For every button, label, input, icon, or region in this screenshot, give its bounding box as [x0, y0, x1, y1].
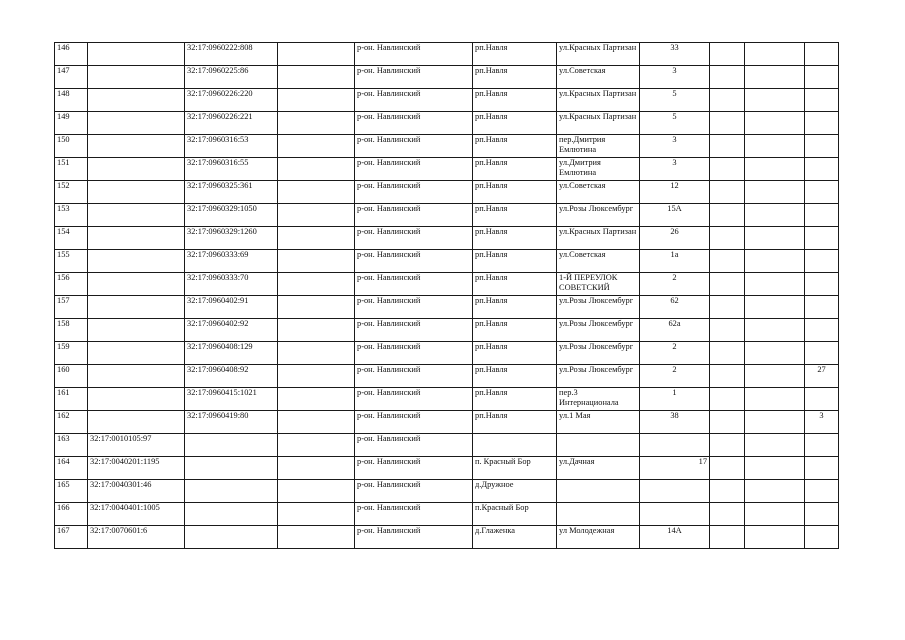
street-cell: ул.Красных Партизан	[557, 227, 640, 250]
extra-cell-3	[805, 181, 839, 204]
empty-cell	[278, 434, 355, 457]
locality-cell: рп.Навля	[473, 158, 557, 181]
extra-cell-2	[745, 158, 805, 181]
cadastral-number-cell	[88, 89, 185, 112]
cadastral-number-cell	[88, 273, 185, 296]
district-cell: р-он. Навлинский	[355, 66, 473, 89]
district-cell: р-он. Навлинский	[355, 319, 473, 342]
table-row	[55, 273, 839, 296]
empty-cell	[278, 66, 355, 89]
district-cell: р-он. Навлинский	[355, 273, 473, 296]
district-cell: р-он. Навлинский	[355, 181, 473, 204]
extra-cell-3	[805, 273, 839, 296]
cadastral-number-alt-cell	[185, 457, 278, 480]
extra-cell-1	[710, 503, 745, 526]
street-cell: ул.Дмитрия Емлютина	[557, 158, 640, 181]
empty-cell	[278, 503, 355, 526]
table-row	[55, 135, 839, 158]
district-cell: р-он. Навлинский	[355, 43, 473, 66]
district-cell: р-он. Навлинский	[355, 342, 473, 365]
house-number-cell: 3	[640, 158, 710, 181]
locality-cell: п. Красный Бор	[473, 457, 557, 480]
locality-cell: д.Глаженка	[473, 526, 557, 549]
extra-cell-3	[805, 503, 839, 526]
extra-cell-1	[710, 43, 745, 66]
row-number-cell: 146	[55, 43, 88, 66]
street-cell: ул.Розы Люксембург	[557, 365, 640, 388]
extra-cell-1	[710, 411, 745, 434]
extra-cell-2	[745, 388, 805, 411]
extra-cell-1	[710, 112, 745, 135]
house-number-cell: 1а	[640, 250, 710, 273]
extra-cell-1	[710, 250, 745, 273]
extra-cell-3	[805, 66, 839, 89]
empty-cell	[278, 480, 355, 503]
district-cell: р-он. Навлинский	[355, 204, 473, 227]
cadastral-number-alt-cell: 32:17:0960333:69	[185, 250, 278, 273]
extra-cell-2	[745, 411, 805, 434]
extra-cell-2	[745, 526, 805, 549]
house-number-cell: 2	[640, 342, 710, 365]
cadastral-number-cell	[88, 296, 185, 319]
extra-cell-3	[805, 89, 839, 112]
extra-cell-3	[805, 250, 839, 273]
row-number-cell: 163	[55, 434, 88, 457]
district-cell: р-он. Навлинский	[355, 296, 473, 319]
row-number-cell: 151	[55, 158, 88, 181]
house-number-cell: 3	[640, 66, 710, 89]
extra-cell-3	[805, 388, 839, 411]
cadastral-number-cell	[88, 388, 185, 411]
register-table	[54, 42, 839, 549]
cadastral-number-cell	[88, 158, 185, 181]
extra-cell-1	[710, 296, 745, 319]
empty-cell	[278, 457, 355, 480]
table-row	[55, 158, 839, 181]
extra-cell-1	[710, 480, 745, 503]
row-number-cell: 150	[55, 135, 88, 158]
district-cell: р-он. Навлинский	[355, 89, 473, 112]
row-number-cell: 148	[55, 89, 88, 112]
extra-cell-1	[710, 158, 745, 181]
house-number-cell: 2	[640, 273, 710, 296]
cadastral-number-alt-cell: 32:17:0960329:1050	[185, 204, 278, 227]
table-row	[55, 89, 839, 112]
row-number-cell: 167	[55, 526, 88, 549]
cadastral-number-cell	[88, 227, 185, 250]
cadastral-number-cell	[88, 181, 185, 204]
table-row	[55, 411, 839, 434]
extra-cell-1	[710, 204, 745, 227]
cadastral-number-alt-cell: 32:17:0960408:92	[185, 365, 278, 388]
extra-cell-3	[805, 342, 839, 365]
district-cell: р-он. Навлинский	[355, 434, 473, 457]
cadastral-number-cell	[88, 204, 185, 227]
street-cell	[557, 434, 640, 457]
table-row	[55, 480, 839, 503]
extra-cell-1	[710, 273, 745, 296]
street-cell	[557, 480, 640, 503]
extra-cell-1	[710, 388, 745, 411]
district-cell: р-он. Навлинский	[355, 158, 473, 181]
extra-cell-2	[745, 296, 805, 319]
cadastral-number-alt-cell: 32:17:0960225:86	[185, 66, 278, 89]
cadastral-number-cell: 32:17:0010105:97	[88, 434, 185, 457]
locality-cell: рп.Навля	[473, 273, 557, 296]
extra-cell-2	[745, 319, 805, 342]
table-row	[55, 227, 839, 250]
extra-cell-1	[710, 526, 745, 549]
house-number-cell: 1	[640, 388, 710, 411]
row-number-cell: 156	[55, 273, 88, 296]
cadastral-number-cell	[88, 319, 185, 342]
extra-cell-1	[710, 66, 745, 89]
row-number-cell: 157	[55, 296, 88, 319]
cadastral-number-cell: 32:17:0040301:46	[88, 480, 185, 503]
street-cell: ул Молодежная	[557, 526, 640, 549]
row-number-cell: 152	[55, 181, 88, 204]
cadastral-number-alt-cell	[185, 434, 278, 457]
extra-cell-1	[710, 434, 745, 457]
table-row	[55, 296, 839, 319]
empty-cell	[278, 135, 355, 158]
empty-cell	[278, 342, 355, 365]
extra-cell-1	[710, 89, 745, 112]
locality-cell: рп.Навля	[473, 227, 557, 250]
cadastral-number-cell: 32:17:0040201:1195	[88, 457, 185, 480]
empty-cell	[278, 43, 355, 66]
street-cell	[557, 503, 640, 526]
row-number-cell: 166	[55, 503, 88, 526]
house-number-cell: 3	[640, 135, 710, 158]
extra-cell-3	[805, 227, 839, 250]
cadastral-number-alt-cell: 32:17:0960402:92	[185, 319, 278, 342]
district-cell: р-он. Навлинский	[355, 480, 473, 503]
street-cell: ул.Красных Партизан	[557, 89, 640, 112]
extra-cell-3	[805, 135, 839, 158]
table-row	[55, 66, 839, 89]
extra-cell-2	[745, 365, 805, 388]
row-number-cell: 164	[55, 457, 88, 480]
row-number-cell: 147	[55, 66, 88, 89]
street-cell: 1-Й ПЕРЕУЛОК СОВЕТСКИЙ	[557, 273, 640, 296]
locality-cell: рп.Навля	[473, 388, 557, 411]
extra-cell-1	[710, 227, 745, 250]
row-number-cell: 153	[55, 204, 88, 227]
cadastral-number-alt-cell: 32:17:0960415:1021	[185, 388, 278, 411]
cadastral-number-alt-cell: 32:17:0960316:53	[185, 135, 278, 158]
locality-cell: рп.Навля	[473, 112, 557, 135]
empty-cell	[278, 365, 355, 388]
house-number-cell: 17	[640, 457, 710, 480]
table-row	[55, 365, 839, 388]
table-row	[55, 526, 839, 549]
street-cell: ул.Красных Партизан	[557, 112, 640, 135]
table-row	[55, 181, 839, 204]
cadastral-number-alt-cell: 32:17:0960325:361	[185, 181, 278, 204]
street-cell: пер.3 Интернационала	[557, 388, 640, 411]
district-cell: р-он. Навлинский	[355, 526, 473, 549]
empty-cell	[278, 204, 355, 227]
district-cell: р-он. Навлинский	[355, 411, 473, 434]
cadastral-number-alt-cell: 32:17:0960226:221	[185, 112, 278, 135]
table-row	[55, 457, 839, 480]
table-row	[55, 503, 839, 526]
table-row	[55, 43, 839, 66]
extra-cell-2	[745, 112, 805, 135]
district-cell: р-он. Навлинский	[355, 112, 473, 135]
cadastral-number-alt-cell	[185, 503, 278, 526]
cadastral-number-cell	[88, 365, 185, 388]
empty-cell	[278, 411, 355, 434]
district-cell: р-он. Навлинский	[355, 250, 473, 273]
empty-cell	[278, 388, 355, 411]
locality-cell: д.Дружное	[473, 480, 557, 503]
extra-cell-2	[745, 181, 805, 204]
extra-cell-3	[805, 526, 839, 549]
locality-cell	[473, 434, 557, 457]
extra-cell-3	[805, 457, 839, 480]
cadastral-number-cell	[88, 342, 185, 365]
row-number-cell: 160	[55, 365, 88, 388]
empty-cell	[278, 273, 355, 296]
district-cell: р-он. Навлинский	[355, 388, 473, 411]
empty-cell	[278, 526, 355, 549]
empty-cell	[278, 227, 355, 250]
cadastral-number-cell	[88, 66, 185, 89]
extra-cell-2	[745, 66, 805, 89]
locality-cell: рп.Навля	[473, 135, 557, 158]
extra-cell-3: 27	[805, 365, 839, 388]
street-cell: ул.Советская	[557, 250, 640, 273]
extra-cell-1	[710, 457, 745, 480]
locality-cell: рп.Навля	[473, 66, 557, 89]
street-cell: ул.Красных Партизан	[557, 43, 640, 66]
street-cell: ул.Советская	[557, 66, 640, 89]
extra-cell-2	[745, 273, 805, 296]
row-number-cell: 159	[55, 342, 88, 365]
row-number-cell: 155	[55, 250, 88, 273]
table-row	[55, 204, 839, 227]
house-number-cell: 12	[640, 181, 710, 204]
house-number-cell: 2	[640, 365, 710, 388]
street-cell: пер.Дмитрия Емлютина	[557, 135, 640, 158]
house-number-cell: 38	[640, 411, 710, 434]
extra-cell-1	[710, 319, 745, 342]
extra-cell-3	[805, 296, 839, 319]
table-row	[55, 434, 839, 457]
district-cell: р-он. Навлинский	[355, 135, 473, 158]
cadastral-number-alt-cell: 32:17:0960408:129	[185, 342, 278, 365]
empty-cell	[278, 181, 355, 204]
row-number-cell: 158	[55, 319, 88, 342]
locality-cell: рп.Навля	[473, 204, 557, 227]
house-number-cell: 14А	[640, 526, 710, 549]
house-number-cell: 15А	[640, 204, 710, 227]
table-row	[55, 319, 839, 342]
extra-cell-1	[710, 365, 745, 388]
street-cell: ул.Розы Люксембург	[557, 204, 640, 227]
cadastral-number-alt-cell: 32:17:0960316:55	[185, 158, 278, 181]
table-row	[55, 250, 839, 273]
house-number-cell: 62а	[640, 319, 710, 342]
street-cell: ул.Советская	[557, 181, 640, 204]
extra-cell-2	[745, 480, 805, 503]
cadastral-number-alt-cell	[185, 526, 278, 549]
cadastral-number-alt-cell: 32:17:0960329:1260	[185, 227, 278, 250]
empty-cell	[278, 296, 355, 319]
locality-cell: рп.Навля	[473, 319, 557, 342]
empty-cell	[278, 250, 355, 273]
cadastral-number-alt-cell: 32:17:0960222:808	[185, 43, 278, 66]
extra-cell-1	[710, 181, 745, 204]
cadastral-number-cell	[88, 411, 185, 434]
district-cell: р-он. Навлинский	[355, 365, 473, 388]
locality-cell: рп.Навля	[473, 411, 557, 434]
cadastral-number-cell	[88, 112, 185, 135]
street-cell: ул.Дачная	[557, 457, 640, 480]
street-cell: ул.1 Мая	[557, 411, 640, 434]
cadastral-number-cell: 32:17:0040401:1005	[88, 503, 185, 526]
cadastral-number-alt-cell: 32:17:0960226:220	[185, 89, 278, 112]
table-row	[55, 388, 839, 411]
row-number-cell: 161	[55, 388, 88, 411]
extra-cell-3	[805, 204, 839, 227]
locality-cell: рп.Навля	[473, 43, 557, 66]
empty-cell	[278, 158, 355, 181]
district-cell: р-он. Навлинский	[355, 503, 473, 526]
extra-cell-3: 3	[805, 411, 839, 434]
extra-cell-3	[805, 158, 839, 181]
street-cell: ул.Розы Люксембург	[557, 342, 640, 365]
extra-cell-2	[745, 250, 805, 273]
table-row	[55, 112, 839, 135]
house-number-cell	[640, 480, 710, 503]
extra-cell-1	[710, 342, 745, 365]
row-number-cell: 154	[55, 227, 88, 250]
row-number-cell: 149	[55, 112, 88, 135]
cadastral-number-cell: 32:17:0070601:6	[88, 526, 185, 549]
row-number-cell: 162	[55, 411, 88, 434]
house-number-cell	[640, 434, 710, 457]
extra-cell-2	[745, 503, 805, 526]
extra-cell-3	[805, 112, 839, 135]
house-number-cell: 33	[640, 43, 710, 66]
house-number-cell: 26	[640, 227, 710, 250]
house-number-cell: 62	[640, 296, 710, 319]
extra-cell-2	[745, 204, 805, 227]
locality-cell: рп.Навля	[473, 296, 557, 319]
cadastral-number-alt-cell: 32:17:0960402:91	[185, 296, 278, 319]
empty-cell	[278, 89, 355, 112]
extra-cell-2	[745, 227, 805, 250]
empty-cell	[278, 112, 355, 135]
extra-cell-1	[710, 135, 745, 158]
locality-cell: рп.Навля	[473, 250, 557, 273]
locality-cell: рп.Навля	[473, 89, 557, 112]
street-cell: ул.Розы Люксембург	[557, 296, 640, 319]
district-cell: р-он. Навлинский	[355, 457, 473, 480]
row-number-cell: 165	[55, 480, 88, 503]
extra-cell-2	[745, 457, 805, 480]
extra-cell-2	[745, 434, 805, 457]
cadastral-number-cell	[88, 135, 185, 158]
extra-cell-2	[745, 135, 805, 158]
house-number-cell: 5	[640, 112, 710, 135]
locality-cell: п.Красный Бор	[473, 503, 557, 526]
extra-cell-3	[805, 480, 839, 503]
extra-cell-3	[805, 434, 839, 457]
extra-cell-2	[745, 43, 805, 66]
locality-cell: рп.Навля	[473, 181, 557, 204]
cadastral-number-alt-cell: 32:17:0960333:70	[185, 273, 278, 296]
locality-cell: рп.Навля	[473, 342, 557, 365]
district-cell: р-он. Навлинский	[355, 227, 473, 250]
cadastral-number-alt-cell	[185, 480, 278, 503]
street-cell: ул.Розы Люксембург	[557, 319, 640, 342]
extra-cell-2	[745, 342, 805, 365]
extra-cell-3	[805, 43, 839, 66]
locality-cell: рп.Навля	[473, 365, 557, 388]
extra-cell-2	[745, 89, 805, 112]
house-number-cell: 5	[640, 89, 710, 112]
cadastral-number-cell	[88, 43, 185, 66]
table-row	[55, 342, 839, 365]
extra-cell-3	[805, 319, 839, 342]
empty-cell	[278, 319, 355, 342]
cadastral-number-alt-cell: 32:17:0960419:80	[185, 411, 278, 434]
house-number-cell	[640, 503, 710, 526]
cadastral-number-cell	[88, 250, 185, 273]
